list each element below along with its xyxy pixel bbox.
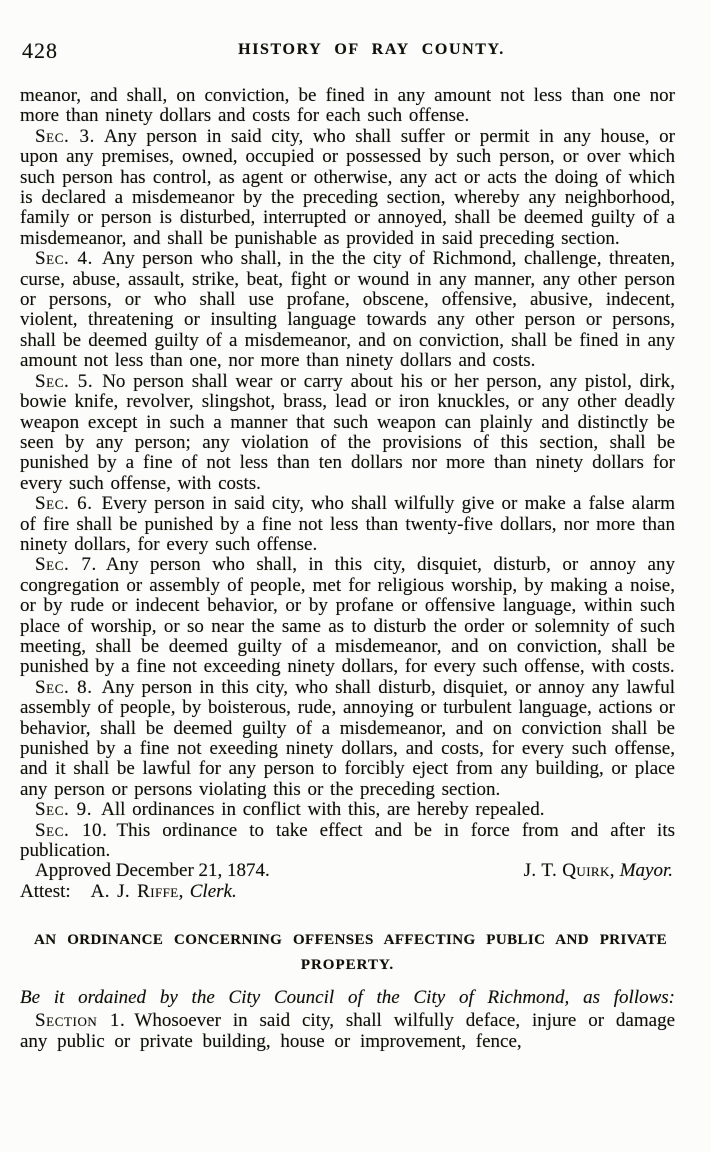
section-6 (20, 494, 675, 555)
mayor-signature (524, 861, 675, 881)
attest-line (20, 882, 675, 902)
section-text: Any person in this city, who shall disturb, disquiet, or annoy any lawful assembly of people, by boisterous, rude, annoying or turbulent language, actions or behavior, shall be deemed guilty of a misdemeanor, and on conviction shall be punished by a fine not exeeding ninety dollars, and costs, for every such offense, and it shall be lawful for any person to forcibly eject from any building, or place any person or persons violating this or the preceding section. (20, 676, 675, 800)
section-label: Sec. 6. (35, 493, 93, 515)
mayor-title: Mayor. (619, 860, 673, 882)
section-text: No person shall wear or carry about his or her person, any pistol, dirk, bowie knife, revolver, slingshot, brass, lead or iron knuckles, or any other deadly weapon except in such a manner that such weapon can plainly and distinctly be seen by any person; any violation of the provisions of this section, shall be punished by a fine of not less than ten dollars nor more than ninety dollars for every such offense, with costs. (20, 370, 675, 494)
ordinance-body (20, 86, 675, 902)
section-label: Section 1. (35, 1010, 126, 1032)
section-label: Sec. 7. (35, 554, 97, 576)
section-8 (20, 678, 675, 800)
section-label: Sec. 5. (35, 370, 94, 392)
section-text: Every person in said city, who shall wilfully give or make a false alarm of fire shall be punished by a fine not less than twenty-five dollars, nor more than ninety dollars, for every such offense. (20, 493, 675, 555)
paragraph-continuation (20, 86, 675, 127)
paragraph-text: meanor, and shall, on conviction, be fined in any amount not less than one nor more than ninety dollars and costs for each such offense. (20, 85, 675, 127)
attest-label: Attest: (20, 880, 71, 902)
section-label: Sec. 10. (35, 819, 108, 841)
section-label: Sec. 8. (35, 676, 93, 698)
clerk-title: Clerk. (189, 880, 237, 902)
section-text: Whosoever in said city, shall wilfully deface, injure or damage any public or private building, house or improvement, fence, (20, 1010, 675, 1052)
section-label: Sec. 4. (35, 248, 93, 270)
approval-line (20, 861, 675, 881)
section-10 (20, 821, 675, 862)
enacting-clause: Be it ordained by the City Council of the City of Richmond, as follows: (20, 987, 675, 1009)
next-ordinance-heading (20, 928, 675, 978)
section-text: Any person who shall, in the the city of Richmond, challenge, threaten, curse, abuse, assault, strike, beat, fight or wound in any manner, any other person or persons, or who shall use profane, obscene, offensive, abusive, indecent, violent, threatening or insulting language towards any other person or persons, shall be deemed guilty of a misdemeanor, and on conviction, shall be fined in any amount not less than one, nor more than ninety dollars and costs. (20, 248, 675, 372)
mayor-name: J. T. Quirk, (523, 860, 615, 882)
section-7 (20, 555, 675, 677)
heading-line-1: AN ORDINANCE CONCERNING OFFENSES AFFECTING PUBLIC AND PRIVATE (34, 932, 667, 949)
section-3 (20, 127, 675, 249)
running-header (20, 38, 675, 62)
running-title: HISTORY OF RAY COUNTY. (238, 41, 505, 58)
clerk-name: A. J. Riffe, (90, 880, 184, 902)
approved-date: Approved December 21, 1874. (35, 860, 270, 882)
section-text: Any person who shall, in this city, disquiet, disturb, or annoy any congregation or assembly of people, met for religious worship, by making a noise, or by rude or indecent behavior, or by profane or offensive language, within such place of worship, or so near the same as to disturb the order or solemnity of such meeting, shall be deemed guilty of a misdemeanor, and on conviction, shall be punished by a fine not exceeding ninety dollars, for every such offense, with costs. (20, 554, 675, 678)
section-text: This ordinance to take effect and be in force from and after its publication. (20, 819, 675, 862)
section-5 (20, 372, 675, 494)
section-1 (20, 1011, 675, 1052)
section-label: Sec. 3. (35, 125, 96, 147)
section-text: All ordinances in conflict with this, are hereby repealed. (101, 799, 545, 821)
next-ordinance-body (20, 1011, 675, 1052)
section-text: Any person in said city, who shall suffer or permit in any house, or upon any premises, owned, occupied or possessed by such person, or over which such person has control, as agent or otherwise, any act or acts the doing of which is declared a misdemeanor by the preceding section, whereby any neighborhood, family or person is disturbed, interrupted or annoyed, shall be deemed guilty of a misdemeanor, and shall be punishable as provided in said preceding section. (20, 125, 675, 249)
section-9 (20, 800, 675, 820)
page-number: 428 (22, 38, 58, 63)
section-4 (20, 249, 675, 371)
section-label: Sec. 9. (35, 799, 93, 821)
heading-line-2: PROPERTY. (300, 957, 395, 974)
